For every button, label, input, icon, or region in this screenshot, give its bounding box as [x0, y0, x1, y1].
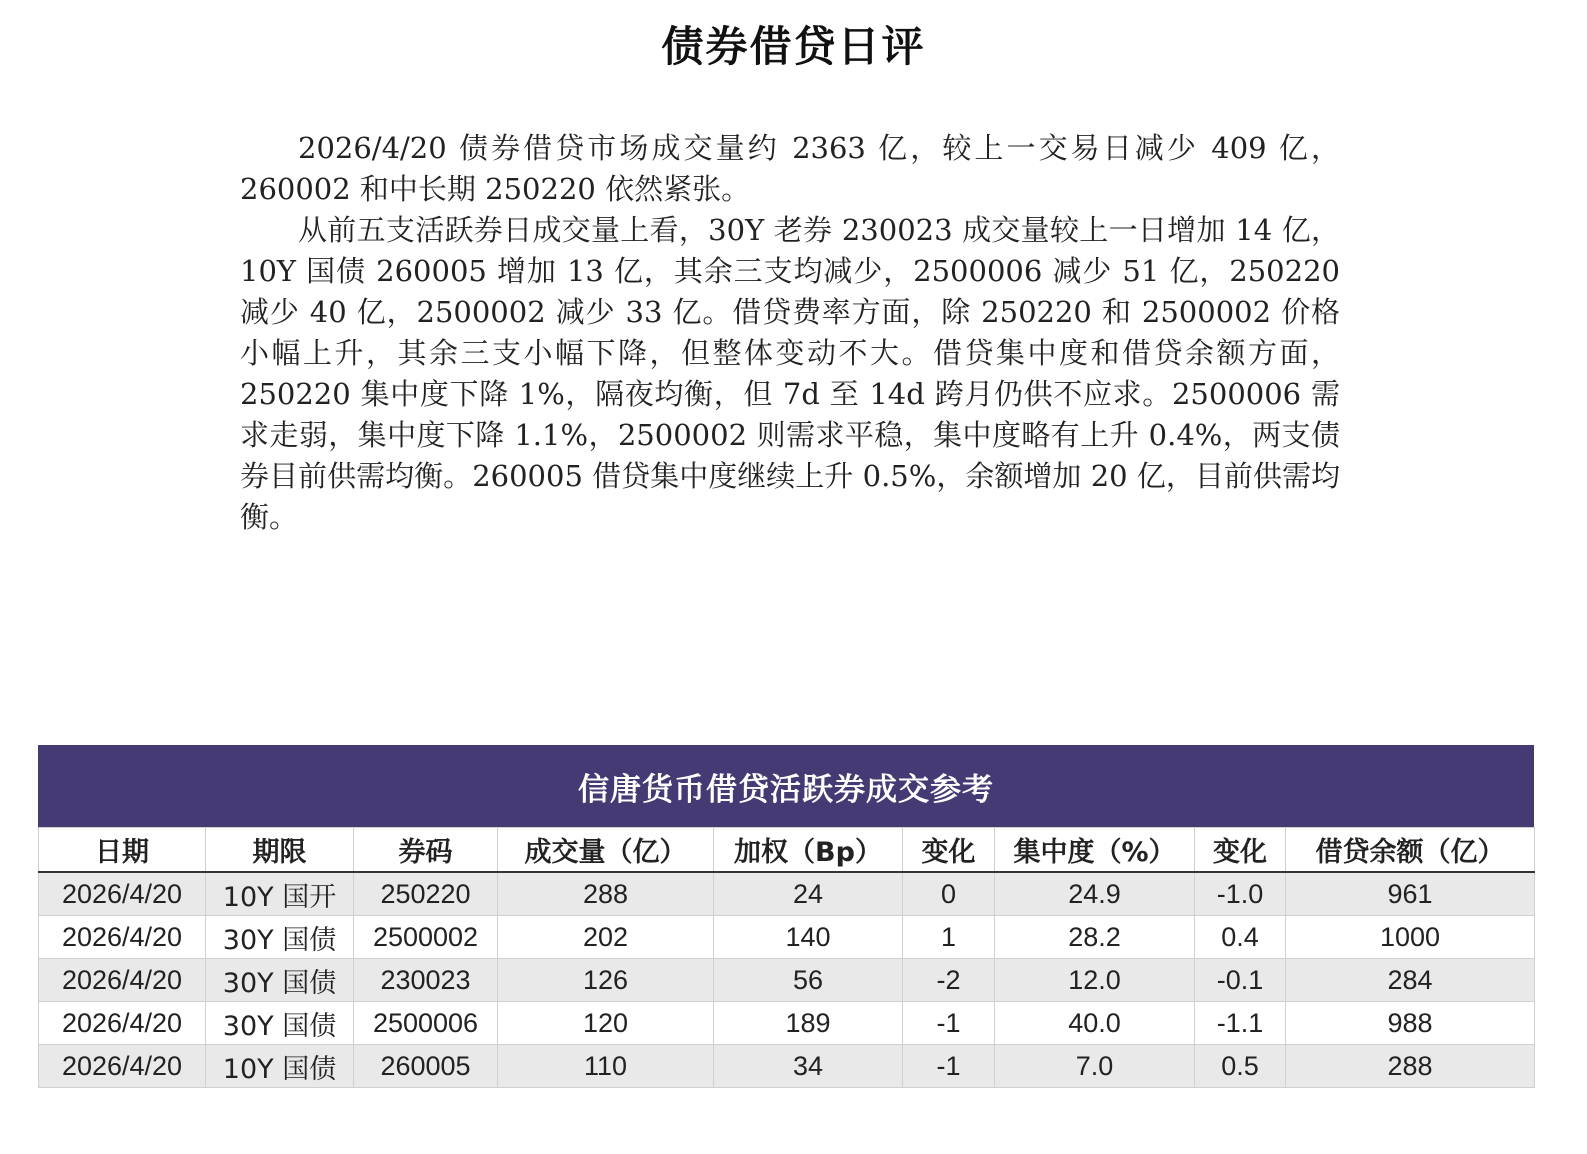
- cell-concentration-change: 0.5: [1195, 1045, 1286, 1088]
- cell-term: 10Y 国开: [206, 872, 354, 916]
- cell-balance: 988: [1286, 1002, 1535, 1045]
- cell-term: 30Y 国债: [206, 959, 354, 1002]
- cell-balance: 1000: [1286, 916, 1535, 959]
- paragraph-summary: 2026/4/20 债券借贷市场成交量约 2363 亿，较上一交易日减少 409 亿，260002 和中长期 250220 依然紧张。: [240, 131, 1340, 206]
- cell-date: 2026/4/20: [39, 872, 206, 916]
- cell-weighted-rate: 140: [714, 916, 903, 959]
- cell-term: 10Y 国债: [206, 1045, 354, 1088]
- cell-balance: 288: [1286, 1045, 1535, 1088]
- cell-code: 260005: [354, 1045, 498, 1088]
- active-bonds-table: [38, 745, 1534, 1088]
- col-header-concentration: 集中度（%）: [995, 828, 1195, 873]
- data-table: [38, 827, 1535, 1088]
- cell-concentration-change: -1.1: [1195, 1002, 1286, 1045]
- cell-balance: 961: [1286, 872, 1535, 916]
- col-header-balance: 借贷余额（亿）: [1286, 828, 1535, 873]
- table-row: [39, 1002, 1535, 1045]
- cell-weighted-rate: 56: [714, 959, 903, 1002]
- table-row: [39, 1045, 1535, 1088]
- table-row: [39, 959, 1535, 1002]
- table-body: [39, 872, 1535, 1088]
- cell-weighted-rate: 189: [714, 1002, 903, 1045]
- cell-volume: 120: [498, 1002, 714, 1045]
- cell-concentration: 24.9: [995, 872, 1195, 916]
- cell-code: 2500006: [354, 1002, 498, 1045]
- col-header-term: 期限: [206, 828, 354, 873]
- cell-concentration-change: -1.0: [1195, 872, 1286, 916]
- cell-balance: 284: [1286, 959, 1535, 1002]
- cell-weighted-rate: 34: [714, 1045, 903, 1088]
- page-title: 债券借贷日评: [661, 22, 926, 71]
- cell-code: 250220: [354, 872, 498, 916]
- table-row: [39, 916, 1535, 959]
- cell-concentration: 40.0: [995, 1002, 1195, 1045]
- cell-weighted-rate: 24: [714, 872, 903, 916]
- cell-rate-change: -1: [903, 1045, 995, 1088]
- table-row: [39, 872, 1535, 916]
- cell-date: 2026/4/20: [39, 1045, 206, 1088]
- cell-term: 30Y 国债: [206, 916, 354, 959]
- cell-date: 2026/4/20: [39, 1002, 206, 1045]
- col-header-date: 日期: [39, 828, 206, 873]
- cell-concentration: 7.0: [995, 1045, 1195, 1088]
- cell-rate-change: -1: [903, 1002, 995, 1045]
- paragraph-detail: 从前五支活跃券日成交量上看，30Y 老券 230023 成交量较上一日增加 14 亿，10Y 国债 260005 增加 13 亿，其余三支均减少，2500006 减少 51 亿，250220 减少 40 亿，2500002 减少 33 亿。借贷费率方面，除 250220 和 2500002 价格小幅上升，其余三支小幅下降，但整体变动不大。借贷集中度和借贷余额方面，250220 集中度下降 1%，隔夜均衡，但 7d 至 14d 跨月仍供不应求。2500006 需求走弱，集中度下降 1.1%，2500002 则需求平稳，集中度略有上升 0.4%，两支债券目前供需均衡。260005 借贷集中度继续上升 0.5%，余额增加 20 亿，目前供需均衡。: [240, 213, 1340, 534]
- col-header-rate-change: 变化: [903, 828, 995, 873]
- col-header-code: 券码: [354, 828, 498, 873]
- cell-volume: 110: [498, 1045, 714, 1088]
- cell-volume: 126: [498, 959, 714, 1002]
- table-title: 信唐货币借贷活跃券成交参考: [38, 745, 1534, 827]
- cell-volume: 202: [498, 916, 714, 959]
- cell-concentration-change: -0.1: [1195, 959, 1286, 1002]
- cell-code: 2500002: [354, 916, 498, 959]
- cell-concentration-change: 0.4: [1195, 916, 1286, 959]
- cell-concentration: 28.2: [995, 916, 1195, 959]
- table-header-row: [39, 828, 1535, 873]
- col-header-weighted-rate: 加权（Bp）: [714, 828, 903, 873]
- commentary-text: [240, 128, 1340, 538]
- cell-concentration: 12.0: [995, 959, 1195, 1002]
- cell-date: 2026/4/20: [39, 959, 206, 1002]
- cell-date: 2026/4/20: [39, 916, 206, 959]
- col-header-volume: 成交量（亿）: [498, 828, 714, 873]
- cell-rate-change: 1: [903, 916, 995, 959]
- col-header-concentration-change: 变化: [1195, 828, 1286, 873]
- cell-volume: 288: [498, 872, 714, 916]
- cell-rate-change: -2: [903, 959, 995, 1002]
- cell-rate-change: 0: [903, 872, 995, 916]
- cell-term: 30Y 国债: [206, 1002, 354, 1045]
- cell-code: 230023: [354, 959, 498, 1002]
